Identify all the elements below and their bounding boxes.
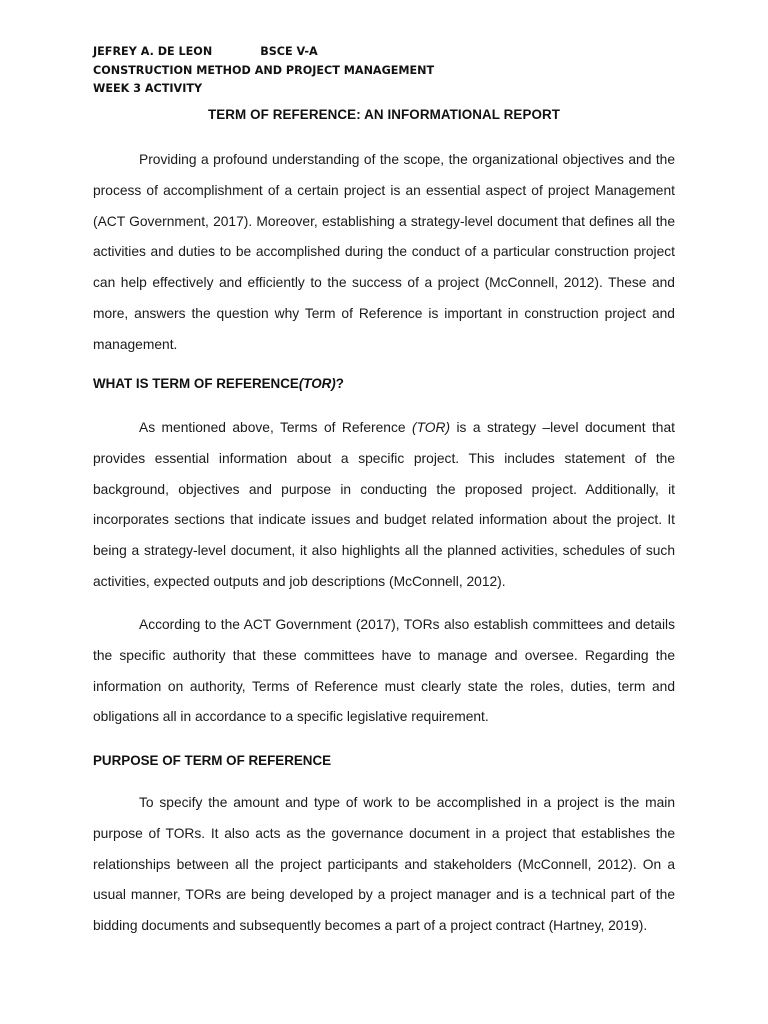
paragraph-text: is a strategy –level document that provides essential information about a specific project. This includes statement of the background, objectives and purpose in conducting the proposed project. Additionally, it incorporates sections that indicate issues and budget related information about the project. It being a strategy-level document, it also highlights all the planned activities, schedules of such activities, expected outputs and job descriptions (McConnell, 2012). — [93, 420, 675, 589]
subject-line: CONSTRUCTION METHOD AND PROJECT MANAGEMENT — [93, 63, 435, 77]
author-name: JEFREY A. DE LEON — [93, 45, 213, 58]
course-section: BSCE V-A — [260, 45, 318, 58]
section-heading-purpose: PURPOSE OF TERM OF REFERENCE — [93, 753, 332, 768]
activity-line: WEEK 3 ACTIVITY — [93, 82, 203, 96]
intro-paragraph: Providing a profound understanding of the scope, the organizational objectives and the process of accomplishment of a certain project is an essential aspect of project Management (ACT Government, 2017). Moreover, establishing a strategy-level document that defines all the activities and duties to be accomplished during the conduct of a particular construction project can help effectively and efficiently to the success of a project (McConnell, 2012). These and more, answers the question why Term of Reference is important in construction project and management. — [93, 152, 675, 352]
section-heading-what-is — [93, 376, 344, 391]
paragraph-text: As mentioned above, Terms of Reference — [139, 420, 412, 435]
act-government-paragraph: According to the ACT Government (2017), TORs also establish committees and details the specific authority that these committees have to manage and oversee. Regarding the information on authority, Terms of Reference must clearly state the roles, duties, term and obligations all in accordance to a specific legislative requirement. — [93, 617, 675, 725]
author-line — [93, 43, 434, 62]
document-header — [93, 43, 434, 99]
purpose-paragraph: To specify the amount and type of work to be accomplished in a project is the main purpose of TORs. It also acts as the governance document in a project that establishes the relationships between all the project participants and stakeholders (McConnell, 2012). On a usual manner, TORs are being developed by a project manager and is a technical part of the bidding documents and subsequently becomes a part of a project contract (Hartney, 2019). — [93, 795, 675, 934]
heading-abbreviation: (TOR) — [298, 376, 336, 391]
heading-question-mark: ? — [335, 376, 344, 391]
heading-text: WHAT IS TERM OF REFERENCE — [93, 376, 299, 391]
report-title: TERM OF REFERENCE: AN INFORMATIONAL REPORT — [207, 107, 561, 122]
what-is-paragraph — [93, 413, 675, 598]
tor-abbreviation: (TOR) — [411, 420, 451, 435]
